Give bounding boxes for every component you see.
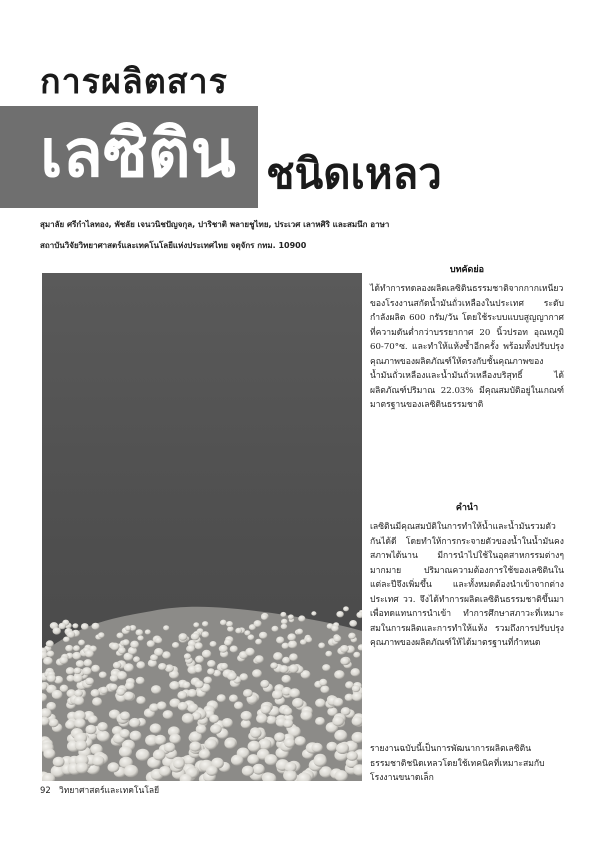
granule — [173, 759, 185, 769]
granule — [136, 696, 145, 704]
granule — [154, 648, 163, 656]
granule — [340, 645, 349, 653]
granule — [74, 696, 85, 705]
granule — [119, 729, 130, 738]
granule — [177, 691, 187, 699]
granule — [209, 715, 219, 724]
institute-address: สถาบันวิจัยวิทยาศาสตร์และเทคโนโลยีแห่งประเทศไทย จตุจักร กทม. 10900 — [40, 241, 307, 250]
granule — [46, 640, 54, 647]
granule — [255, 655, 264, 663]
granule — [145, 629, 151, 634]
granule — [158, 663, 166, 670]
granule — [226, 621, 233, 627]
granule — [318, 643, 325, 649]
granule — [227, 626, 234, 632]
granule — [120, 711, 130, 720]
granule — [248, 741, 261, 752]
intro-paragraph-2: รายงานฉบับนี้เป็นการพัฒนาการผลิตเลซิตินธรรมชาติชนิดเหลวโดยใช้เทคนิคที่เหมาะสมกับโรงงานขนาดเล็ก — [370, 744, 545, 783]
granule — [204, 739, 217, 750]
granule — [289, 688, 300, 698]
granule — [281, 624, 288, 630]
granule — [60, 685, 69, 693]
granule — [108, 762, 120, 772]
granule — [92, 623, 100, 630]
granule — [85, 678, 94, 686]
granule — [229, 695, 238, 703]
granule — [98, 632, 105, 638]
granule — [86, 725, 97, 735]
granule — [224, 639, 232, 646]
granule — [289, 653, 298, 661]
granule — [159, 766, 171, 777]
granule — [289, 664, 299, 673]
granule — [73, 645, 80, 651]
intro-paragraph-1: เลซิตินมีคุณสมบัติในการทำให้น้ำและน้ำมันรวมตัวกันได้ดี โดยทำให้การกระจายตัวของน้ำในน้ำมันคงสภาพได้นาน มีการนำไปใช้ในอุตสาหกรรมต่างๆ มากมาย ปริมาณความต้องการใช้ของเลซิตินในแต่ละปีจึงเพิ่มขึ้น และทั้งหมดต้องนำเข้าจากต่างประเทศ วว. จึงได้ทำการผลิตเลซิตินธรรมชาติขึ้นมาเพื่อทดแทนการนำเข้า ทำการศึกษาสภาวะที่เหมาะสมในการผลิตและการทำให้แห้ง รวมถึงการปรับปรุงคุณภาพของผลิตภัณฑ์ให้ได้มาตรฐานที่กำหนด — [370, 522, 564, 648]
granule — [265, 754, 278, 765]
granule — [282, 657, 290, 664]
granule — [281, 619, 288, 625]
granule — [255, 639, 262, 645]
granule — [325, 651, 332, 657]
granule — [193, 622, 199, 627]
granule — [235, 628, 242, 634]
granule — [196, 725, 207, 734]
granule — [336, 743, 349, 754]
granule — [288, 614, 294, 619]
granule — [199, 749, 211, 759]
granule — [351, 668, 361, 676]
granule — [298, 615, 305, 621]
granule — [349, 620, 357, 627]
intro-heading: คำนำ — [455, 503, 479, 513]
granule — [179, 633, 188, 641]
granule — [282, 675, 291, 683]
granule — [296, 629, 303, 635]
granule — [85, 650, 94, 658]
granule — [125, 626, 131, 631]
granule — [75, 740, 87, 751]
granule — [163, 710, 173, 719]
granule — [92, 756, 104, 767]
granule — [312, 743, 323, 753]
granule — [178, 702, 188, 711]
granule — [73, 674, 83, 683]
granule — [59, 656, 68, 664]
title-highlight-word: เลซิติน — [40, 115, 236, 192]
granule — [109, 684, 117, 691]
granule — [130, 641, 139, 649]
granule — [136, 677, 145, 685]
granule — [122, 639, 129, 645]
granule — [74, 667, 82, 674]
granule — [287, 633, 296, 641]
granule — [111, 643, 120, 651]
granule — [266, 715, 276, 724]
granule — [348, 633, 356, 640]
granule — [207, 660, 216, 667]
granule — [52, 690, 63, 699]
granule — [333, 698, 343, 707]
lecithin-granules-photo — [42, 273, 362, 781]
granule — [137, 635, 143, 640]
granule — [169, 681, 179, 690]
granule — [207, 668, 215, 675]
title-line-3: ชนิดเหลว — [266, 149, 442, 198]
granule — [67, 631, 75, 638]
granule — [336, 611, 343, 617]
granule — [91, 665, 100, 673]
granule — [195, 642, 203, 649]
granule — [182, 713, 194, 724]
granule — [110, 675, 118, 682]
granule — [81, 623, 89, 630]
granule — [280, 612, 286, 617]
granule — [150, 723, 162, 733]
granule — [270, 662, 277, 668]
granule — [154, 735, 166, 745]
granule — [169, 734, 181, 744]
granule — [220, 663, 228, 670]
granule — [306, 637, 313, 643]
granule — [283, 707, 293, 715]
granule — [234, 702, 243, 710]
granule — [153, 749, 166, 760]
granule — [130, 731, 142, 741]
granule — [72, 623, 78, 628]
page-footer — [40, 783, 159, 797]
granule — [136, 661, 145, 669]
granule — [91, 689, 100, 697]
granule — [84, 659, 93, 667]
granule — [241, 711, 252, 721]
granule — [276, 637, 284, 644]
granule — [155, 637, 162, 643]
granule — [117, 671, 127, 680]
granule — [244, 630, 250, 635]
granule — [259, 632, 267, 639]
granule — [66, 667, 75, 675]
granule — [147, 640, 155, 647]
granule — [284, 738, 295, 748]
granule — [272, 690, 283, 700]
granule — [136, 749, 150, 761]
granule — [100, 687, 109, 694]
granule — [283, 719, 293, 728]
granule — [187, 689, 197, 697]
granule — [99, 672, 107, 679]
granule — [260, 680, 269, 688]
granule — [206, 766, 218, 776]
granule — [76, 660, 85, 667]
granule — [219, 645, 228, 653]
granule — [353, 652, 360, 658]
granule — [343, 606, 349, 611]
granule — [43, 657, 53, 665]
granule — [250, 728, 261, 738]
granule — [260, 705, 271, 714]
granule — [313, 755, 326, 767]
journal-name: วิทยาศาสตร์และเทคโนโลยี — [58, 786, 160, 796]
granule — [97, 731, 110, 742]
granule — [88, 715, 98, 723]
granule — [124, 692, 135, 701]
granule — [49, 718, 59, 727]
granule — [47, 674, 56, 682]
granule — [119, 746, 132, 757]
granule — [258, 739, 271, 750]
granule — [189, 741, 201, 751]
granule — [347, 751, 358, 761]
granule — [163, 625, 169, 630]
granule — [252, 669, 262, 677]
granule — [334, 670, 344, 679]
granule — [187, 645, 195, 652]
granule — [202, 621, 208, 627]
granule — [295, 736, 306, 746]
granule — [210, 641, 217, 647]
granule — [157, 701, 167, 710]
granule — [129, 718, 140, 728]
granule — [124, 765, 139, 778]
granule — [322, 664, 330, 671]
granule — [273, 652, 283, 660]
granule — [53, 757, 65, 767]
granule — [315, 699, 325, 708]
granule — [204, 677, 213, 684]
granule — [82, 667, 91, 675]
granule — [195, 656, 204, 664]
granule — [240, 673, 249, 681]
granule — [252, 764, 264, 775]
granule — [356, 612, 362, 618]
granule — [245, 648, 254, 656]
granule — [195, 666, 203, 673]
granule — [53, 627, 61, 634]
granule — [331, 625, 339, 632]
granule — [202, 631, 210, 638]
page-number: 92 — [40, 786, 51, 796]
granule — [334, 730, 347, 741]
granule — [220, 620, 227, 626]
granule — [272, 626, 279, 632]
granule — [340, 657, 349, 665]
granule — [288, 640, 297, 648]
granule — [202, 650, 211, 658]
granule — [74, 690, 83, 697]
title-line-1: การผลิตสาร — [40, 62, 228, 102]
granule — [47, 651, 55, 658]
granule — [227, 672, 237, 681]
granule — [75, 762, 88, 773]
granule — [334, 635, 342, 642]
granule — [315, 717, 325, 725]
granule — [113, 662, 121, 669]
granule — [65, 720, 76, 729]
granule — [274, 732, 285, 742]
granule — [124, 663, 134, 672]
granule — [182, 682, 190, 689]
granules-illustration — [42, 273, 362, 781]
granule — [184, 653, 191, 659]
granule — [191, 633, 200, 640]
abstract-text: ได้ทำการทดลองผลิตเลซิตินธรรมชาติจากกากเหนียวของโรงงานสกัดน้ำมันถั่วเหลืองในประเทศ ระดับกำลังผลิต 600 กรัม/วัน โดยใช้ระบบแบบสูญญากาศที่ความดันต่ำกว่าบรรยากาศ 20 นิ้วปรอท อุณหภูมิ 60-70°ซ. และทำให้แห้งซ้ำอีกครั้ง พร้อมทั้งปรับปรุงคุณภาพของผลิตภัณฑ์ให้ตรงกับชั้นคุณภาพของน้ำมันถั่วเหลืองและน้ำมันถั่วเหลืองบริสุทธิ์ ได้ผลิตภัณฑ์ปริมาณ 22.03% มีคุณสมบัติอยู่ในเกณฑ์มาตรฐานของเลซิตินธรรมชาติ — [370, 284, 564, 410]
granule — [162, 651, 171, 659]
granule — [279, 665, 288, 673]
granule — [352, 685, 360, 692]
granule — [224, 739, 236, 749]
abstract-heading: บทคัดย่อ — [449, 265, 485, 275]
granule — [242, 766, 254, 777]
granule — [332, 716, 344, 726]
granule — [125, 682, 135, 690]
granule — [222, 718, 233, 728]
granule — [195, 680, 204, 688]
granule — [172, 642, 179, 648]
granule — [254, 620, 262, 627]
granule — [151, 685, 161, 694]
granule — [300, 639, 307, 645]
granule — [133, 656, 140, 662]
granule — [78, 640, 85, 646]
granule — [241, 719, 251, 728]
granule — [164, 742, 176, 752]
granule — [43, 749, 55, 759]
granule — [210, 724, 222, 734]
granule — [117, 633, 124, 639]
granule — [282, 643, 289, 649]
granule — [300, 710, 312, 720]
granule — [319, 679, 327, 686]
granule — [327, 742, 338, 752]
author-list: สุมาลัย ศรีกำไลทอง, พัชลัย เจนวนิชปัญจกุล, ปาริชาติ พลายชูไทย, ประเวศ เลาหศิริ และสมนึก อาษา — [40, 220, 390, 229]
granule — [231, 755, 244, 766]
granule — [261, 614, 268, 620]
granule — [256, 714, 267, 724]
granule — [230, 646, 238, 653]
granule — [65, 645, 73, 652]
granule — [92, 697, 102, 706]
granule — [292, 698, 303, 708]
granule — [97, 722, 108, 731]
granule — [74, 718, 86, 728]
granule — [136, 629, 144, 636]
granule — [243, 689, 253, 697]
granule — [311, 611, 316, 615]
granule — [335, 770, 348, 781]
granule — [217, 694, 226, 702]
